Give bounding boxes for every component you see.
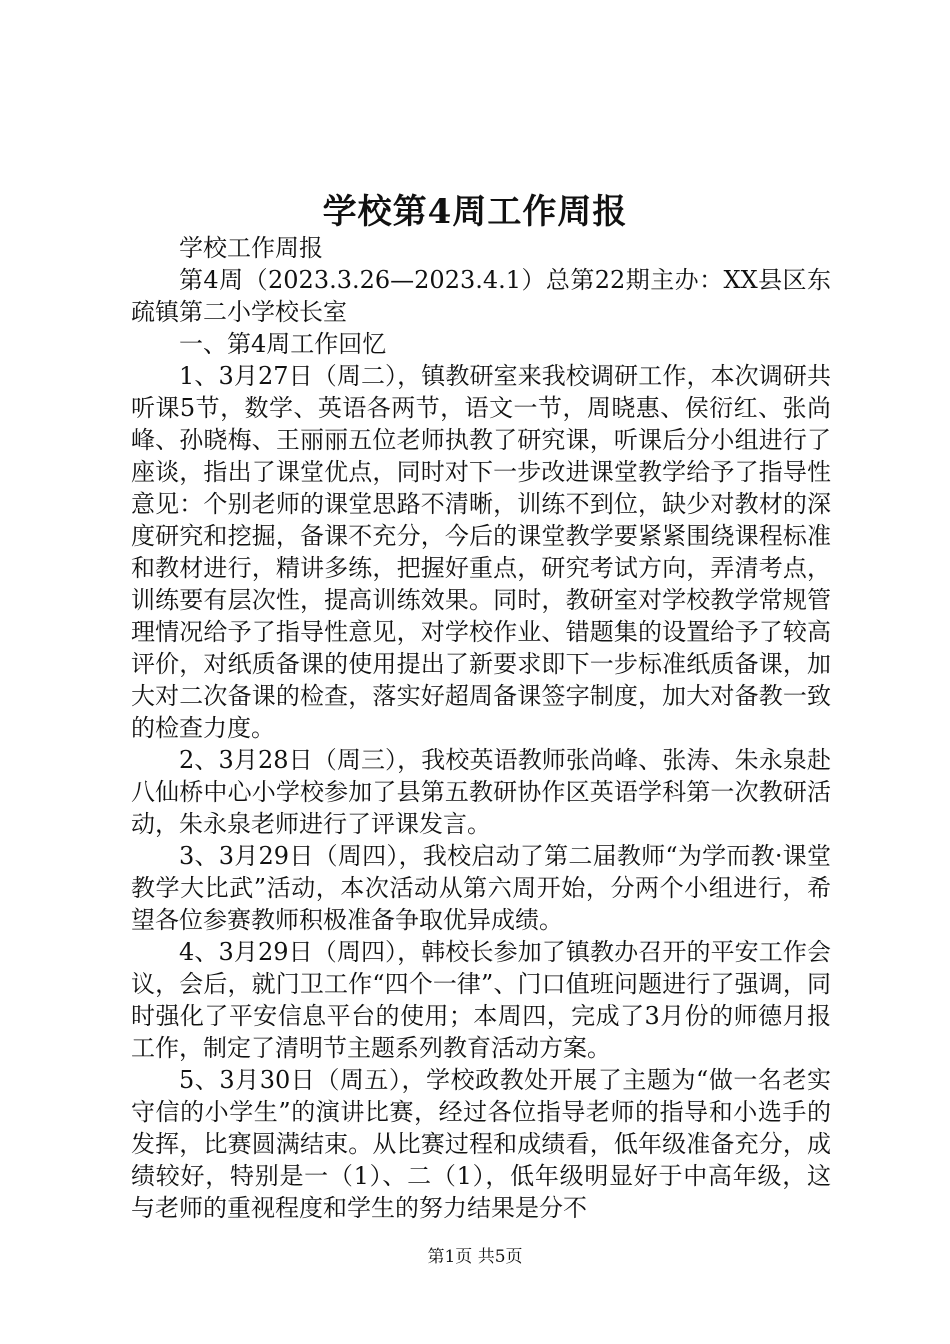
paragraph-item-2: 2、3月28日（周三），我校英语教师张尚峰、张涛、朱永泉赴八仙桥中心小学校参加了县第五教研协作区英语学科第一次教研活动，朱永泉老师进行了评课发言。 <box>131 746 831 838</box>
paragraph-issue-info: 第4周（2023.3.26—2023.4.1）总第22期主办：XX县区东疏镇第二小学校长室 <box>131 266 831 326</box>
paragraph-item-1: 1、3月27日（周二），镇教研室来我校调研工作，本次调研共听课5节，数学、英语各两节，语文一节，周晓惠、侯衍红、张尚峰、孙晓梅、王丽丽五位老师执教了研究课，听课后分小组进行了座谈，指出了课堂优点，同时对下一步改进课堂教学给予了指导性意见：个别老师的课堂思路不清晰，训练不到位，缺少对教材的深度研究和挖掘，备课不充分，今后的课堂教学要紧紧围绕课程标准和教材进行，精讲多练，把握好重点，研究考试方向，弄清考点，训练要有层次性，提高训练效果。同时，教研室对学校教学常规管理情况给予了指导性意见，对学校作业、错题集的设置给予了较高评价，对纸质备课的使用提出了新要求即下一步标准纸质备课，加大对二次备课的检查，落实好超周备课签字制度，加大对备教一致的检查力度。 <box>131 362 831 742</box>
document-title: 学校第4周工作周报 <box>322 192 628 232</box>
paragraph-section-title: 一、第4周工作回忆 <box>179 330 387 358</box>
paragraph-item-5: 5、3月30日（周五），学校政教处开展了主题为“做一名老实守信的小学生”的演讲比赛，经过各位指导老师的指导和小选手的发挥，比赛圆满结束。从比赛过程和成绩看，低年级准备充分，成绩较好，特别是一（1）、二（1），低年级明显好于中高年级，这与老师的重视程度和学生的努力结果是分不 <box>131 1066 831 1222</box>
paragraph-item-4: 4、3月29日（周四），韩校长参加了镇教办召开的平安工作会议，会后，就门卫工作“四个一律”、门口值班问题进行了强调，同时强化了平安信息平台的使用；本周四，完成了3月份的师德月报工作，制定了清明节主题系列教育活动方案。 <box>131 938 831 1062</box>
paragraph-item-3: 3、3月29日（周四），我校启动了第二届教师“为学而教·课堂教学大比武”活动，本次活动从第六周开始，分两个小组进行，希望各位参赛教师积极准备争取优异成绩。 <box>131 842 831 934</box>
document-body <box>131 232 831 1224</box>
paragraph-heading: 学校工作周报 <box>179 234 323 262</box>
page-footer: 第1页 共5页 <box>427 1247 523 1267</box>
